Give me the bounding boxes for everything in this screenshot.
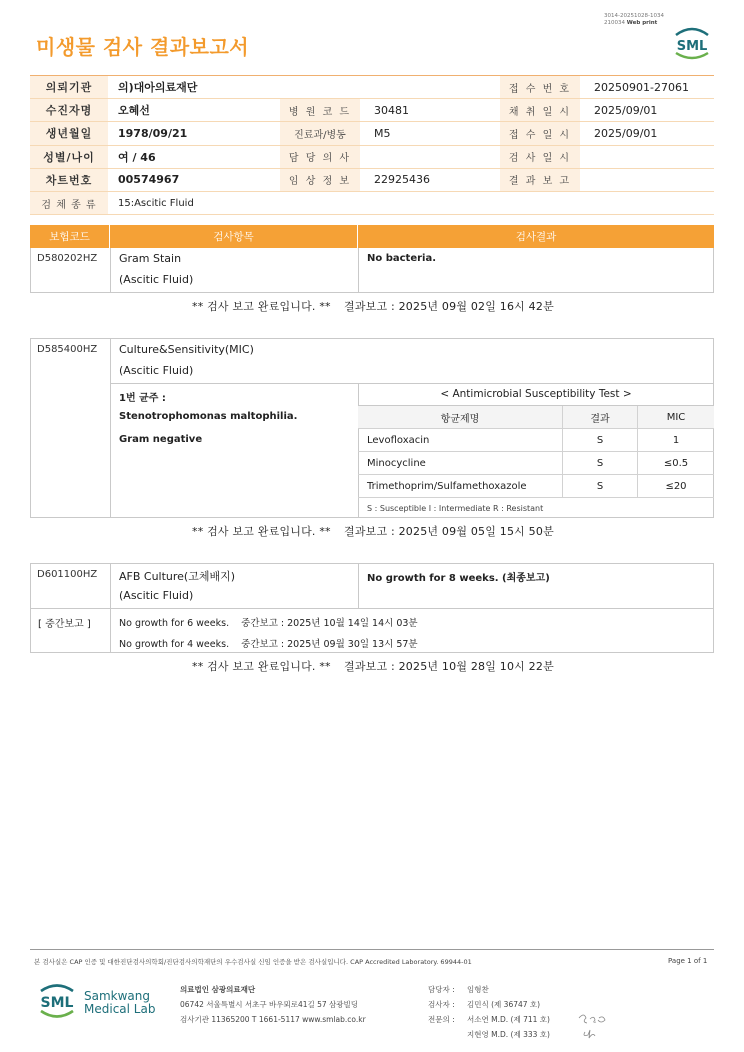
- test-name: Gram Stain: [119, 252, 182, 265]
- gram-type: Gram negative: [119, 434, 203, 445]
- svg-text:SML: SML: [676, 39, 708, 54]
- test-afb-culture: [30, 563, 714, 653]
- report-time: 결과보고 : 2025년 09월 02일 16시 42분: [344, 300, 554, 313]
- isolate-label: 1번 균주 :: [119, 393, 166, 404]
- page-number: Page 1 of 1: [668, 957, 708, 965]
- certification-note: 본 검사실은 CAP 인증 및 대한진단검사의학회/진단검사의학재단의 우수검사실 신임 인증을 받은 검사실입니다. CAP Accredited Laboratory. 69944-01: [34, 958, 472, 966]
- lab-address-block: 의료법인 삼광의료재단 06742 서울특별시 서초구 바우뫼로41길 57 삼광빌딩 검사기관 11365200 T 1661-5117 www.smlab.co.kr: [180, 985, 366, 1024]
- report-complete: ** 검사 보고 완료입니다. **: [192, 300, 331, 313]
- svg-text:SML: SML: [40, 995, 74, 1011]
- print-code: 3014-20251028-1034 210034 Web print: [604, 13, 664, 26]
- sml-logo-icon: [672, 25, 712, 61]
- signature-icon: [576, 1010, 610, 1040]
- test-name: Culture&Sensitivity(MIC): [119, 343, 254, 356]
- interim-report: No growth for 6 weeks. 중간보고 : 2025년 10월 14일 14시 03분: [119, 618, 418, 629]
- organism-name: Stenotrophomonas maltophilia.: [119, 411, 298, 422]
- test-gram-stain: [30, 248, 714, 293]
- test-specimen: (Ascitic Fluid): [119, 273, 194, 286]
- report-title: 미생물 검사 결과보고서: [36, 35, 250, 59]
- report-time: 결과보고 : 2025년 10월 28일 10시 22분: [344, 660, 554, 673]
- test-code: D585400HZ: [37, 344, 98, 355]
- ast-title: < Antimicrobial Susceptibility Test >: [358, 383, 714, 406]
- footer-divider: [30, 949, 714, 950]
- lab-name-logo: Samkwang Medical Lab: [84, 989, 156, 1016]
- staff-block: 담당자 : 임형찬 검사자 : 김민식 (제 36747 호) 전문의 : 서소연 M.D. (제 711 호) 지현영 M.D. (제 333 호): [428, 985, 550, 1039]
- info-row: 수진자명 오혜선 병 원 코 드 30481 채 취 일 시 2025/09/01: [30, 99, 714, 122]
- patient-info-table: [30, 75, 714, 215]
- test-code: D601100HZ: [37, 569, 98, 580]
- info-row: 성별/나이 여 / 46 담 당 의 사 검 사 일 시: [30, 146, 714, 169]
- info-row: 생년월일 1978/09/21 진료과/병동 M5 접 수 일 시 2025/09/01: [30, 122, 714, 145]
- test-code: D580202HZ: [37, 253, 98, 264]
- ast-row: Minocycline S ≤0.5: [358, 452, 714, 475]
- info-row: 차트번호 00574967 임 상 정 보 22925436 결 과 보 고: [30, 169, 714, 192]
- test-result: No growth for 8 weeks. (최종보고): [367, 573, 550, 584]
- ast-header-result: 결과: [563, 406, 638, 428]
- test-specimen: (Ascitic Fluid): [119, 364, 194, 377]
- test-specimen: (Ascitic Fluid): [119, 589, 194, 602]
- ast-row: Levofloxacin S 1: [358, 429, 714, 452]
- ast-header-drug: 항균제명: [358, 406, 563, 428]
- ast-legend: S : Susceptible I : Intermediate R : Resistant: [367, 503, 544, 513]
- results-header: 보험코드 검사항목 검사결과: [30, 225, 714, 248]
- ast-row: Trimethoprim/Sulfamethoxazole S ≤20: [358, 475, 714, 498]
- report-complete: ** 검사 보고 완료입니다. **: [192, 525, 331, 538]
- interim-report: No growth for 4 weeks. 중간보고 : 2025년 09월 30일 13시 57분: [119, 639, 418, 650]
- info-row: 검 체 종 류 15:Ascitic Fluid: [30, 192, 714, 215]
- test-result: No bacteria.: [367, 253, 437, 264]
- ast-table: [358, 406, 714, 518]
- info-row: 의뢰기관 의)대아의료재단 접 수 번 호 20250901-27061: [30, 76, 714, 99]
- report-complete: ** 검사 보고 완료입니다. **: [192, 660, 331, 673]
- ast-header-mic: MIC: [666, 411, 686, 423]
- interim-label: [ 중간보고 ]: [38, 619, 91, 630]
- report-time: 결과보고 : 2025년 09월 05일 15시 50분: [344, 525, 554, 538]
- test-culture-sensitivity: [30, 338, 714, 518]
- sml-logo-icon: [36, 980, 78, 1022]
- test-name: AFB Culture(고체배지): [119, 570, 236, 583]
